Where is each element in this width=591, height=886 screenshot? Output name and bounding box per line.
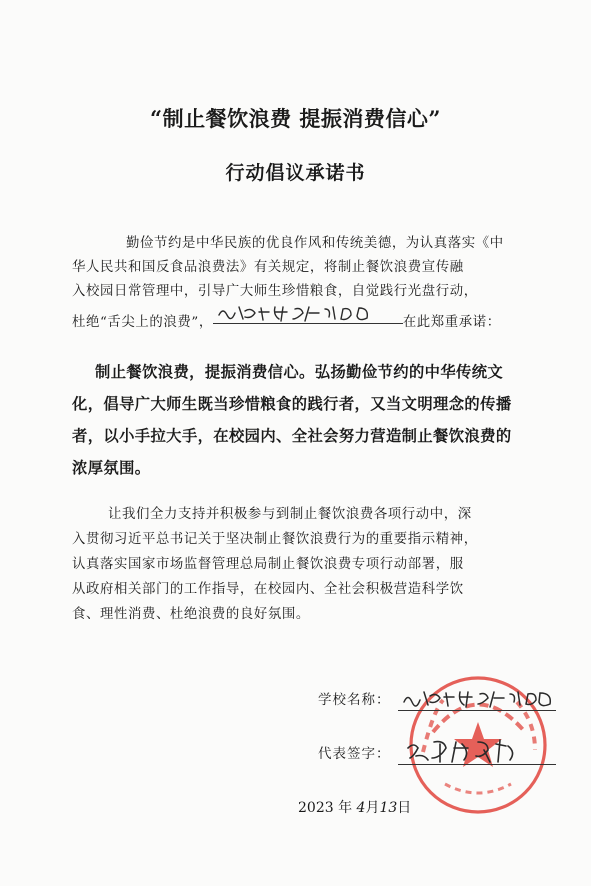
date (298, 797, 411, 817)
paragraph2-line-3: 者，以小手拉大手，在校园内、全社会努力营造制止餐饮浪费的 (72, 427, 512, 445)
paragraph2-line-1: 制止餐饮浪费，提振消费信心。弘扬勤俭节约的中华传统文 (95, 363, 504, 381)
paragraph1-line-1: 勤俭节约是中华民族的优良作风和传统美德，为认真落实《中 (126, 236, 504, 251)
date-day-unit: 日 (397, 800, 412, 816)
school-name-label: 学校名称： (318, 692, 391, 708)
handwritten-school-name-icon (400, 688, 558, 710)
date-year: 2023 (298, 800, 334, 816)
title-line-1: “制止餐饮浪费 提振消费信心” (150, 106, 441, 131)
paragraph3-line-5: 食、理性消费、杜绝浪费的良好氛围。 (72, 607, 310, 622)
paragraph2-line-2: 化，倡导广大师生既当珍惜粮食的践行者，又当文明理念的传播 (72, 395, 512, 413)
paragraph1-line-4-prefix: 杜绝“舌尖上的浪费”， (72, 315, 213, 330)
paragraph1-line-3: 入校园日常管理中，引导广大师生珍惜粮食，自觉践行光盘行动， (72, 284, 478, 299)
paragraph3-line-2: 入贯彻习近平总书记关于坚决制止餐饮浪费行为的重要指示精神， (72, 532, 478, 547)
handwritten-school-name-icon (213, 303, 383, 323)
school-name-underline (398, 710, 556, 711)
paragraph1-line-2: 华人民共和国反食品浪费法》有关规定，将制止餐饮浪费宣传融 (72, 260, 464, 275)
paragraph1-line-4 (72, 305, 501, 330)
paragraph3-line-1: 让我们全力支持并积极参与到制止餐饮浪费各项行动中，深 (108, 507, 472, 522)
date-day: 13 (379, 800, 398, 816)
title-line-2: 行动倡议承诺书 (225, 162, 366, 184)
date-year-unit: 年 (338, 800, 353, 816)
date-month: 4 (356, 800, 366, 816)
paragraph3-line-4: 从政府相关部门的工作指导，在校园内、全社会积极营造科学饮 (72, 582, 464, 597)
school-name-handwritten-inline (213, 303, 403, 324)
handwritten-signature-icon (404, 736, 524, 766)
paragraph1-line-4-suffix: 在此郑重承诺： (402, 315, 501, 330)
paragraph3-line-3: 认真落实国家市场监督管理总局制止餐饮浪费专项行动部署，服 (72, 557, 464, 572)
date-month-unit: 月 (365, 800, 380, 816)
paragraph2-line-4: 浓厚氛围。 (72, 459, 151, 477)
signature-label: 代表签字： (318, 746, 391, 762)
